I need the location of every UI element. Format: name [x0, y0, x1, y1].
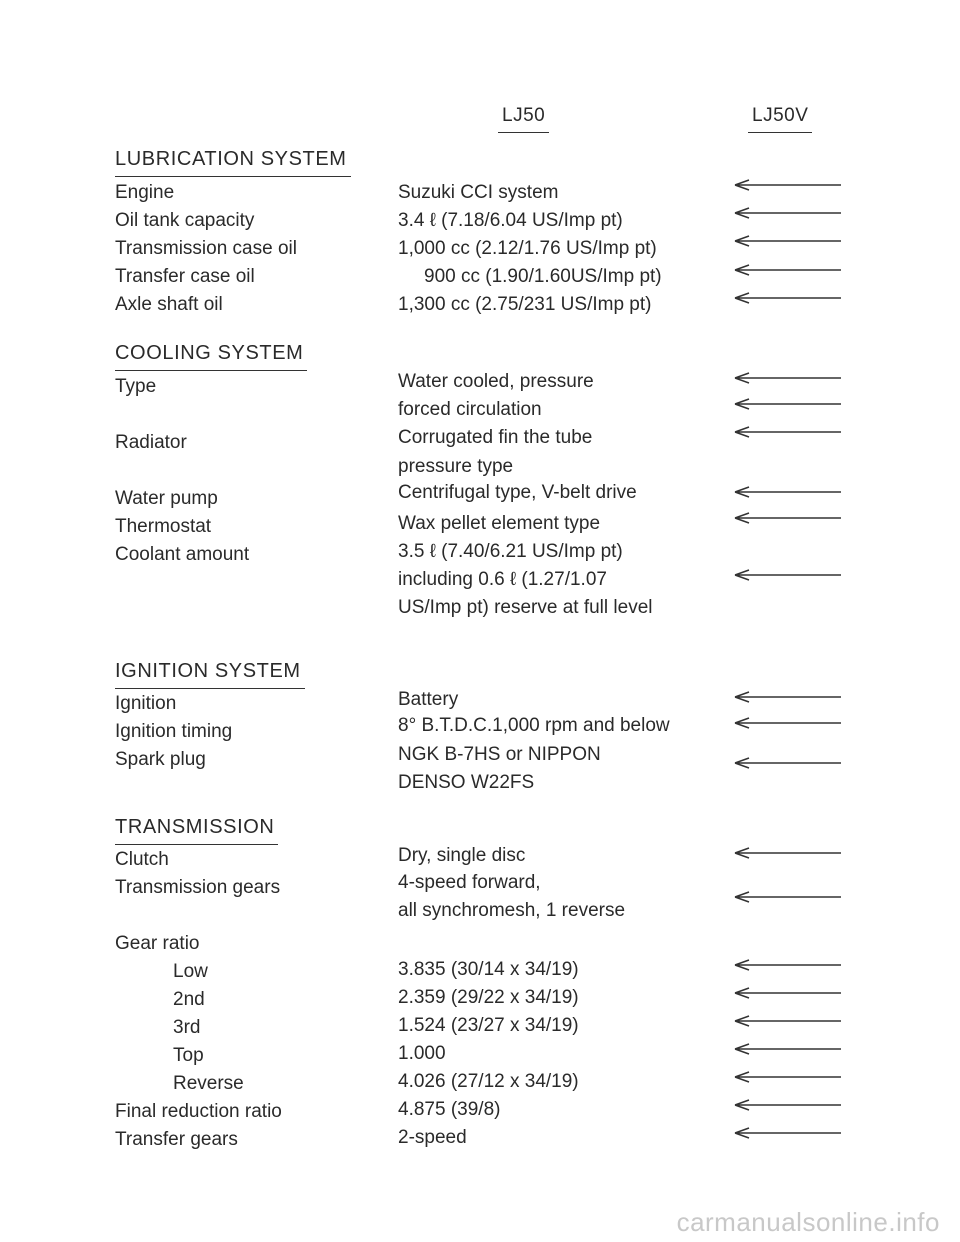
spec-value: 4.875 (39/8)	[398, 1099, 501, 1120]
spec-label: Transfer gears	[115, 1129, 238, 1150]
spec-label: 2nd	[173, 989, 205, 1010]
left-arrow-icon	[733, 690, 843, 704]
spec-label: Transfer case oil	[115, 266, 255, 287]
left-arrow-icon	[733, 234, 843, 248]
spec-value: including 0.6 ℓ (1.27/1.07	[398, 569, 607, 590]
left-arrow-icon	[733, 1014, 843, 1028]
spec-value: 3.5 ℓ (7.40/6.21 US/Imp pt)	[398, 541, 623, 562]
left-arrow-icon	[733, 291, 843, 305]
spec-value: 3.835 (30/14 x 34/19)	[398, 959, 579, 980]
spec-value: forced circulation	[398, 399, 542, 420]
spec-label: Ignition timing	[115, 721, 233, 742]
section-heading-cooling: COOLING SYSTEM	[115, 342, 303, 365]
left-arrow-icon	[733, 1070, 843, 1084]
spec-value: 2.359 (29/22 x 34/19)	[398, 987, 579, 1008]
spec-value: 8° B.T.D.C.1,000 rpm and below	[398, 715, 670, 736]
spec-label: Transmission gears	[115, 877, 281, 898]
column-header-lj50: LJ50	[502, 105, 545, 127]
spec-label: Top	[173, 1045, 204, 1066]
spec-label: Low	[173, 961, 208, 982]
left-arrow-icon	[733, 178, 843, 192]
spec-label: 3rd	[173, 1017, 201, 1038]
spec-label: Water pump	[115, 488, 218, 509]
left-arrow-icon	[733, 716, 843, 730]
spec-value: Corrugated fin the tube	[398, 427, 593, 448]
left-arrow-icon	[733, 958, 843, 972]
spec-label: Spark plug	[115, 749, 206, 770]
spec-value: DENSO W22FS	[398, 772, 535, 793]
spec-label: Axle shaft oil	[115, 294, 223, 315]
spec-label: Oil tank capacity	[115, 210, 255, 231]
spec-value: all synchromesh, 1 reverse	[398, 900, 626, 921]
left-arrow-icon	[733, 890, 843, 904]
spec-label: Type	[115, 376, 157, 397]
column-header-lj50v: LJ50V	[752, 105, 808, 127]
left-arrow-icon	[733, 1098, 843, 1112]
spec-label: Clutch	[115, 849, 169, 870]
spec-label: Thermostat	[115, 516, 212, 537]
spec-label: Transmission case oil	[115, 238, 297, 259]
watermark-text: carmanualsonline.info	[676, 1207, 940, 1237]
left-arrow-icon	[733, 511, 843, 525]
spec-value: US/Imp pt) reserve at full level	[398, 597, 653, 618]
left-arrow-icon	[733, 568, 843, 582]
spec-value: 1.524 (23/27 x 34/19)	[398, 1015, 579, 1036]
spec-value: 4-speed forward,	[398, 872, 541, 893]
spec-value: Battery	[398, 689, 459, 710]
left-arrow-icon	[733, 397, 843, 411]
spec-label: Final reduction ratio	[115, 1101, 282, 1122]
spec-label: Gear ratio	[115, 933, 200, 954]
left-arrow-icon	[733, 485, 843, 499]
spec-value: 1,000 cc (2.12/1.76 US/Imp pt)	[398, 238, 657, 259]
spec-value: Centrifugal type, V-belt drive	[398, 482, 637, 503]
spec-value: Water cooled, pressure	[398, 371, 594, 392]
spec-value: 2-speed	[398, 1127, 467, 1148]
left-arrow-icon	[733, 206, 843, 220]
spec-value: 900 cc (1.90/1.60US/Imp pt)	[424, 266, 662, 287]
spec-label: Ignition	[115, 693, 177, 714]
left-arrow-icon	[733, 846, 843, 860]
spec-value: 4.026 (27/12 x 34/19)	[398, 1071, 579, 1092]
left-arrow-icon	[733, 263, 843, 277]
section-heading-transmission: TRANSMISSION	[115, 816, 274, 839]
section-heading-lubrication: LUBRICATION SYSTEM	[115, 148, 347, 171]
spec-value: pressure type	[398, 456, 514, 477]
left-arrow-icon	[733, 756, 843, 770]
spec-value: 1.000	[398, 1043, 446, 1064]
spec-value: Dry, single disc	[398, 845, 526, 866]
left-arrow-icon	[733, 986, 843, 1000]
left-arrow-icon	[733, 371, 843, 385]
spec-label: Radiator	[115, 432, 187, 453]
left-arrow-icon	[733, 425, 843, 439]
spec-label: Reverse	[173, 1073, 244, 1094]
spec-value: Suzuki CCI system	[398, 182, 559, 203]
spec-value: NGK B-7HS or NIPPON	[398, 744, 601, 765]
spec-value: 1,300 cc (2.75/231 US/Imp pt)	[398, 294, 652, 315]
spec-value: Wax pellet element type	[398, 513, 601, 534]
spec-label: Engine	[115, 182, 175, 203]
spec-label: Coolant amount	[115, 544, 250, 565]
spec-value: 3.4 ℓ (7.18/6.04 US/Imp pt)	[398, 210, 623, 231]
section-heading-ignition: IGNITION SYSTEM	[115, 660, 301, 683]
left-arrow-icon	[733, 1126, 843, 1140]
left-arrow-icon	[733, 1042, 843, 1056]
